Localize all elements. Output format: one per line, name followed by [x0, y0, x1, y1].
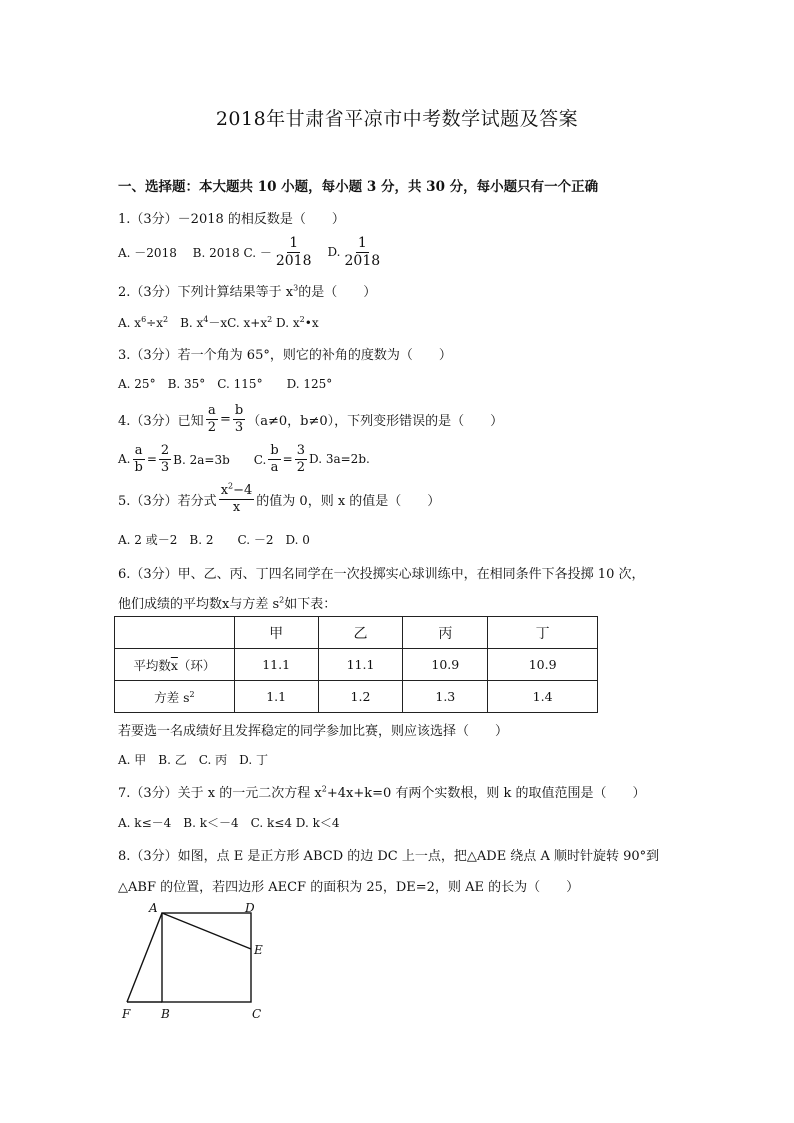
- page-title: 2018年甘肃省平凉市中考数学试题及答案: [215, 108, 579, 130]
- question-7-stem: [118, 782, 646, 801]
- q7-stem-post: +4x+k=0 有两个实数根，则 k 的取值范围是（ ）: [326, 786, 646, 801]
- square-rotation-figure: [118, 900, 278, 1025]
- question-2-stem: [118, 281, 376, 300]
- table-cell: 10.9: [403, 649, 488, 681]
- q6-score-table: [114, 616, 598, 713]
- q4-c-n1: b: [270, 443, 279, 458]
- q4-c-n2: 3: [296, 443, 306, 458]
- q6-line2-pre: 他们成绩的平均数: [118, 597, 223, 612]
- question-6-stem-line1: 6.（3分）甲、乙、丙、丁四名同学在一次投掷实心球训练中，在相同条件下各投掷 10 次，: [118, 567, 645, 582]
- section-heading: 一、选择题：本大题共 10 小题，每小题 3 分，共 30 分，每小题只有一个正确: [118, 179, 599, 195]
- q5-denominator: x: [232, 499, 241, 515]
- label-a: A: [149, 901, 158, 915]
- q4-c-eq: =: [282, 452, 293, 467]
- q4-a-frac1: [132, 444, 144, 474]
- q4-a-n2: 2: [160, 443, 170, 458]
- table-cell: [115, 617, 235, 649]
- q2-a-mid: ÷x: [146, 316, 163, 330]
- q2-stem-post: 的是（ ）: [298, 285, 377, 300]
- label-d: D: [245, 901, 255, 915]
- q6-line2-x: x: [222, 597, 230, 612]
- q2-b-mid: －xC. x+x: [208, 316, 268, 330]
- mean-label-pre: 平均数: [133, 657, 171, 673]
- mean-label-x: $\overline{x}$: [170, 657, 178, 673]
- table-header-jia: 甲: [234, 617, 318, 649]
- table-cell: 11.1: [234, 649, 318, 681]
- q1-d-numerator: 1: [357, 235, 367, 251]
- q5-fraction: [219, 481, 255, 515]
- q1-option-d-label: D.: [327, 245, 341, 260]
- row-label-mean: [115, 649, 235, 681]
- table-header-ding: 丁: [488, 617, 598, 649]
- q1-c-numerator: 1: [289, 235, 299, 251]
- q5-num-exp: 2: [228, 481, 234, 491]
- question-5-options: A. 2 或－2 B. 2 C. －2 D. 0: [118, 533, 310, 547]
- label-c: C: [252, 1007, 262, 1021]
- question-5-stem: [118, 481, 441, 515]
- q4-a-eq: =: [146, 452, 157, 467]
- q4-equals: =: [219, 411, 231, 427]
- q2-d-post: •x: [304, 316, 319, 330]
- q4-f1-num: a: [207, 403, 216, 418]
- q4-a-n1: a: [134, 443, 143, 458]
- label-f: F: [122, 1007, 131, 1021]
- table-cell: 10.9: [488, 649, 598, 681]
- q4-f2-den: 3: [234, 419, 244, 435]
- q4-a-d1: b: [134, 459, 143, 475]
- question-8-stem-line2: △ABF 的位置，若四边形 AECF 的面积为 25，DE=2，则 AE 的长为（ ）: [118, 880, 580, 895]
- table-cell: 1.2: [318, 681, 403, 713]
- segment-ae: [162, 913, 251, 949]
- question-8-stem-line1: 8.（3分）如图，点 E 是正方形 ABCD 的边 DC 上一点，把△ADE 绕点 A 顺时针旋转 90°到: [118, 849, 660, 864]
- q4-b-text: B. 2a=3b C.: [173, 452, 267, 467]
- table-row: [115, 617, 598, 649]
- label-e: E: [254, 943, 263, 957]
- q5-stem-pre: 5.（3分）若分式: [118, 493, 217, 509]
- question-1-options: [118, 236, 384, 268]
- q4-a-d2: 3: [160, 459, 170, 475]
- q2-stem-exponent: 3: [293, 283, 299, 293]
- question-4-options: [118, 444, 370, 474]
- q5-stem-post: 的值为 0，则 x 的值是（ ）: [256, 493, 441, 509]
- q4-a-frac2: [159, 444, 171, 474]
- q7-stem-exp: 2: [321, 784, 327, 794]
- q2-b-exp: 4: [203, 315, 209, 324]
- q1-options-ab: A. －2018 B. 2018 C. －: [118, 245, 272, 260]
- q4-d-text: D. 3a=2b.: [309, 452, 370, 467]
- question-6-options: A. 甲 B. 乙 C. 丙 D. 丁: [118, 753, 268, 767]
- q5-numerator: [219, 481, 255, 500]
- q4-stem-post: （a≠0，b≠0），下列变形错误的是（ ）: [247, 413, 504, 429]
- q1-d-denominator: 2018: [344, 252, 381, 269]
- q2-b-pre: B. x: [168, 316, 204, 330]
- q4-f2-num: b: [234, 403, 244, 418]
- q1-option-d-fraction: [343, 236, 383, 268]
- table-cell: 1.4: [488, 681, 598, 713]
- q2-a-exp1: 6: [141, 315, 147, 324]
- table-cell: 1.3: [403, 681, 488, 713]
- q4-c-frac2: [295, 444, 307, 474]
- question-3-options: A. 25° B. 35° C. 115° D. 125°: [118, 377, 333, 391]
- question-3-stem: 3.（3分）若一个角为 65°，则它的补角的度数为（ ）: [118, 348, 452, 363]
- q1-option-c-fraction: [274, 236, 314, 268]
- row-label-variance: [115, 681, 235, 713]
- table-row: [115, 649, 598, 681]
- question-4-stem: [118, 404, 503, 434]
- variance-label-exp: 2: [189, 689, 195, 699]
- q2-c-exp: 2: [267, 315, 273, 324]
- q2-d-exp: 2: [299, 315, 305, 324]
- q7-stem-pre: 7.（3分）关于 x 的一元二次方程 x: [118, 786, 322, 801]
- q6-line2-post: 如下表：: [284, 597, 337, 612]
- q6-line2-mid: 与方差 s: [229, 597, 280, 612]
- variance-label-pre: 方差 s: [154, 689, 190, 705]
- question-6-stem-line2: [118, 593, 336, 612]
- q1-c-denominator: 2018: [275, 252, 312, 269]
- question-2-options: [118, 314, 319, 331]
- table-header-yi: 乙: [318, 617, 403, 649]
- label-b: B: [161, 1007, 170, 1021]
- segment-af: [127, 913, 162, 1002]
- square-abcd: [162, 913, 251, 1002]
- q4-fraction-b-over-3: [233, 404, 245, 434]
- q2-a-pre: A. x: [118, 316, 142, 330]
- q5-num-post: −4: [233, 483, 253, 498]
- table-row: [115, 681, 598, 713]
- table-cell: 1.1: [234, 681, 318, 713]
- q4-c-d2: 2: [296, 459, 306, 475]
- mean-label-post: （环）: [177, 657, 216, 673]
- question-7-options: A. k≤－4 B. k＜－4 C. k≤4 D. k＜4: [118, 816, 340, 830]
- q4-f1-den: 2: [207, 419, 216, 435]
- q5-num-pre: x: [220, 483, 229, 498]
- q4-c-frac1: [268, 444, 280, 474]
- q2-d-pre: D. x: [272, 316, 300, 330]
- question-1-stem: 1.（3分）－2018 的相反数是（ ）: [118, 212, 345, 227]
- q4-c-d1: a: [270, 459, 279, 475]
- q4-a-label: A.: [118, 452, 131, 467]
- q4-fraction-a-over-2: [206, 404, 218, 434]
- q6-line2-exp: 2: [279, 595, 285, 605]
- question-6-follow: 若要选一名成绩好且发挥稳定的同学参加比赛，则应该选择（ ）: [118, 724, 509, 739]
- q2-a-exp2: 2: [162, 315, 169, 324]
- q4-stem-pre: 4.（3分）已知: [118, 413, 204, 429]
- table-header-bing: 丙: [403, 617, 488, 649]
- q2-stem-pre: 2.（3分）下列计算结果等于 x: [118, 285, 294, 300]
- table-cell: 11.1: [318, 649, 403, 681]
